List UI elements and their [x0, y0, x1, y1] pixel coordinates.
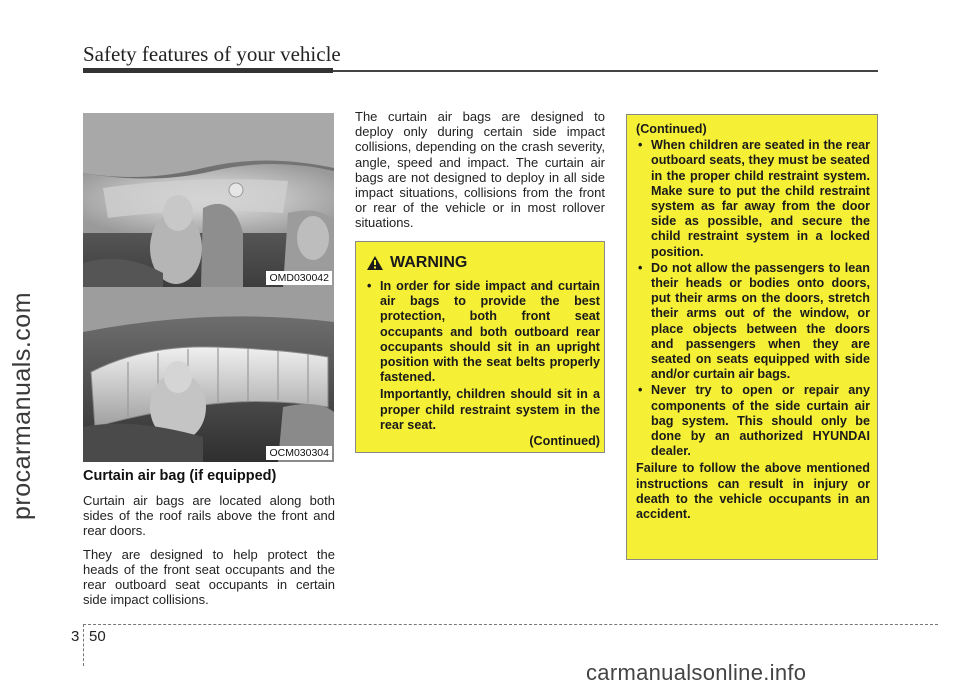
- continued-warning-box: [626, 114, 878, 560]
- warning-note: Importantly, children should sit in a proper child restraint system in the rear seat.: [380, 387, 600, 432]
- section-title: Curtain air bag (if equipped): [83, 468, 277, 484]
- continued-bullet-3: • Never try to open or repair any components of the side curtain air bag system. This should only be done by an authorized HYUNDAI dealer.: [636, 383, 870, 459]
- photo-code-top: OMD030042: [266, 271, 332, 285]
- header-title: Safety features of your vehicle: [83, 42, 341, 66]
- continued-final-statement: Failure to follow the above mentioned instructions can result in injury or death to the vehicle occupants in an accident.: [636, 461, 870, 522]
- warning-content: [365, 279, 600, 449]
- section-paragraph-1: Curtain air bags are located along both sides of the roof rails above the front and rear doors.: [83, 493, 335, 539]
- warning-bullet: • In order for side impact and curtain air bags to provide the best protection, both front seat occupants and both outboard rear occupants should sit in an upright position with the seat belts properly fastened.: [365, 279, 600, 385]
- warning-heading: WARNING: [390, 254, 468, 272]
- footer-rule: [83, 624, 938, 625]
- interior-photo-top: [83, 113, 334, 287]
- section-paragraph-2: They are designed to help protect the heads of the front seat occupants and the rear outboard seat occupants in certain side impact collisions.: [83, 546, 335, 608]
- continued-label: (Continued): [636, 122, 707, 136]
- curtain-airbag-illustration: [83, 287, 334, 462]
- header-rule-thick: [83, 68, 333, 73]
- warning-header: [366, 255, 467, 271]
- interior-photo-bottom: [83, 287, 334, 462]
- chapter-number: 3: [71, 628, 80, 645]
- warning-triangle-icon: [366, 255, 384, 271]
- continued-content: [636, 122, 870, 522]
- curtain-airbag-section: [83, 468, 335, 615]
- continued-bullet-1: • When children are seated in the rear outboard seats, they must be seated in the proper child restraint system. Make sure to put the child restraint system as far away from the door side as possible, and secure the child restraint system in a locked position.: [636, 138, 870, 260]
- side-watermark-text: procarmanuals.com: [8, 291, 36, 520]
- photo-code-bottom: OCM030304: [266, 446, 332, 460]
- header-rule-thin: [333, 70, 878, 72]
- continued-bullet-2: • Do not allow the passengers to lean their heads or bodies onto doors, put their arms on the doors, stretch their arms out of the window, or place objects between the doors and passengers when they are seated on seats equipped with side and/or curtain air bags.: [636, 261, 870, 383]
- interior-roof-illustration: [83, 113, 334, 287]
- deployment-description: The curtain air bags are designed to deploy only during certain side impact collisions, depending on the crash severity, angle, speed and impact. The curtain air bags are not designed to deploy in all side impact situations, collisions from the front or rear of the vehicle or in most rollover situations.: [355, 109, 605, 231]
- footer-divider: [83, 624, 84, 666]
- page-number: 50: [89, 628, 106, 645]
- bottom-watermark: carmanualsonline.info: [586, 660, 807, 685]
- warning-box: [355, 241, 605, 453]
- warning-continued: (Continued): [529, 434, 600, 449]
